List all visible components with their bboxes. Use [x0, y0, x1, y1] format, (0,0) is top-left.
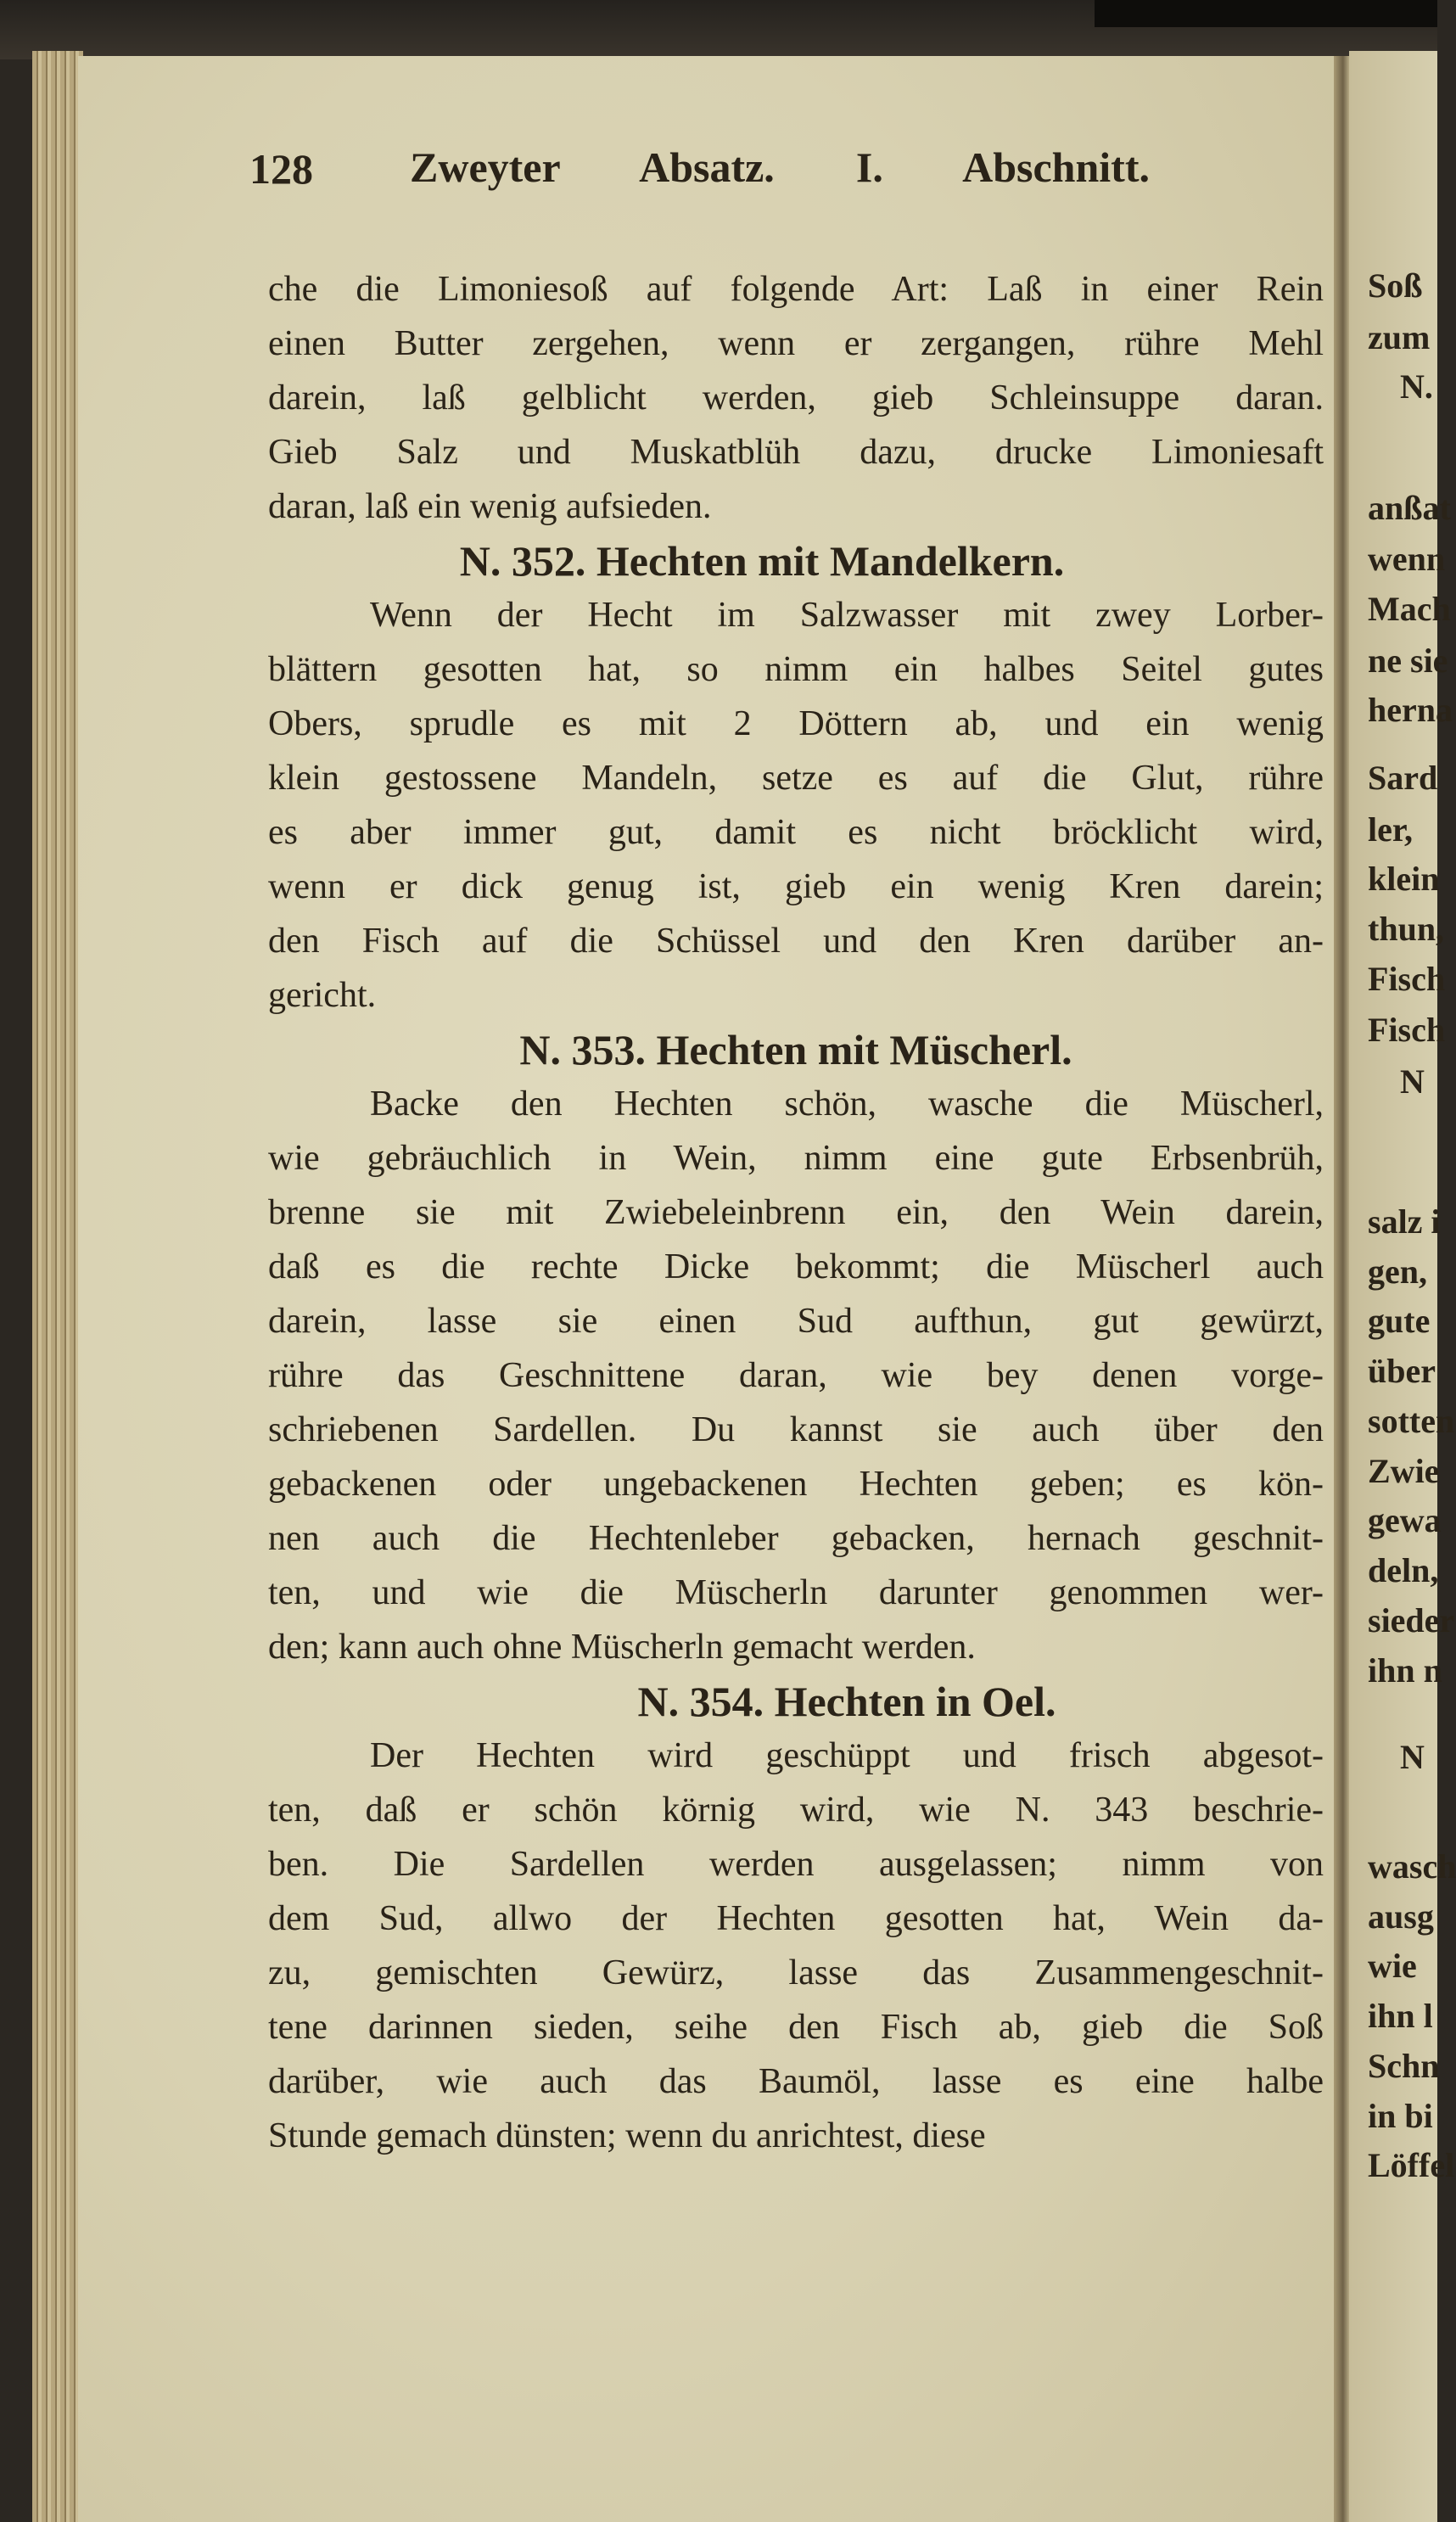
text-line: daß es die rechte Dicke bekommt; die Müscherl auch [268, 1247, 1324, 1286]
text-line: gericht. [268, 976, 377, 1015]
text-line: daran, laß ein wenig aufsieden. [268, 487, 712, 526]
adjacent-page-fragment: klein [1368, 860, 1440, 898]
adjacent-page-fragment: Sard [1368, 759, 1438, 797]
page-number: 128 [249, 145, 313, 193]
adjacent-page-fragment: Schn [1368, 2047, 1440, 2085]
adjacent-page-fragment: Soß [1368, 266, 1423, 305]
adjacent-page-fragment: ausg [1368, 1897, 1434, 1936]
text-line: che die Limoniesoß auf folgende Art: Laß in einer Rein [268, 270, 1324, 309]
running-head: Zweyter Absatz. I. Abschnitt. [410, 143, 1150, 191]
text-line: Gieb Salz und Muskatblüh dazu, drucke Limoniesaft [268, 433, 1324, 472]
adjacent-page-fragment: wasch [1368, 1847, 1456, 1886]
adjacent-page-fragment: ler, [1368, 810, 1413, 849]
adjacent-page-fragment: Löffel [1368, 2146, 1455, 2184]
adjacent-page-fragment: wenn [1368, 540, 1446, 578]
adjacent-page-fragment: Fisch [1368, 960, 1446, 998]
adjacent-page-fragment: salz i [1368, 1202, 1441, 1241]
adjacent-page-fragment: deln, [1368, 1551, 1439, 1589]
adjacent-page-fragment: herna [1368, 691, 1453, 729]
adjacent-page-fragment: sieder [1368, 1601, 1455, 1639]
adjacent-page-fragment: ne sie [1368, 642, 1448, 680]
recipe-heading: N. 354. Hechten in Oel. [637, 1678, 1056, 1725]
adjacent-page-fragment: N [1400, 1062, 1425, 1101]
text-line: einen Butter zergehen, wenn er zergangen, rühre Mehl [268, 324, 1324, 363]
adjacent-page-fragment: thun, [1368, 910, 1445, 948]
text-line: blättern gesotten hat, so nimm ein halbes Seitel gutes [268, 650, 1324, 689]
adjacent-page-fragment: Fisch [1368, 1011, 1446, 1049]
text-line: ten, daß er schön körnig wird, wie N. 343 beschrie- [268, 1791, 1324, 1830]
text-line: ben. Die Sardellen werden ausgelassen; nimm von [268, 1845, 1324, 1884]
text-line: tene darinnen sieden, seihe den Fisch ab, gieb die Soß [268, 2008, 1324, 2047]
adjacent-page-fragment: in bi [1368, 2097, 1433, 2135]
text-line: nen auch die Hechtenleber gebacken, hernach geschnit- [268, 1519, 1324, 1558]
text-line: Obers, sprudle es mit 2 Döttern ab, und ein wenig [268, 704, 1324, 743]
text-line: darein, laß gelblicht werden, gieb Schleinsuppe daran. [268, 378, 1324, 418]
adjacent-page-fragment: gen, [1368, 1253, 1427, 1291]
text-line: wie gebräuchlich in Wein, nimm eine gute Erbsenbrüh, [268, 1139, 1324, 1178]
text-line: den; kann auch ohne Müscherln gemacht werden. [268, 1628, 976, 1667]
adjacent-page-fragment: N. [1400, 367, 1433, 406]
text-line: gebackenen oder ungebackenen Hechten geben; es kön- [268, 1465, 1324, 1504]
adjacent-page-fragment: sotten [1368, 1402, 1455, 1440]
adjacent-page-fragment: gewa [1368, 1501, 1442, 1539]
scan-shadow [1095, 0, 1437, 27]
right-page [1349, 51, 1456, 2522]
adjacent-page-fragment: ihn l [1368, 1997, 1433, 2035]
recipe-heading: N. 352. Hechten mit Mandelkern. [459, 537, 1065, 585]
text-line: dem Sud, allwo der Hechten gesotten hat, Wein da- [268, 1899, 1324, 1938]
recipe-heading: N. 353. Hechten mit Müscherl. [519, 1026, 1072, 1073]
adjacent-page-fragment: Zwie [1368, 1452, 1440, 1490]
text-line: es aber immer gut, damit es nicht bröcklicht wird, [268, 813, 1324, 852]
page-body [268, 262, 1324, 2163]
adjacent-page-fragment: Mach [1368, 590, 1451, 628]
text-line: Backe den Hechten schön, wasche die Müscherl, [370, 1084, 1324, 1124]
adjacent-page-fragment: wie [1368, 1947, 1417, 1985]
text-line: Wenn der Hecht im Salzwasser mit zwey Lorber- [370, 596, 1324, 635]
text-line: Der Hechten wird geschüppt und frisch abgesot- [370, 1736, 1324, 1775]
text-line: den Fisch auf die Schüssel und den Kren darüber an- [268, 922, 1324, 961]
adjacent-page-fragment: zum [1368, 318, 1431, 356]
page-edges [32, 51, 83, 2522]
text-line: wenn er dick genug ist, gieb ein wenig Kren darein; [268, 867, 1324, 906]
text-line: brenne sie mit Zwiebeleinbrenn ein, den Wein darein, [268, 1193, 1324, 1232]
adjacent-page-fragment: N [1400, 1738, 1425, 1776]
adjacent-page-fragment: anßat [1368, 489, 1451, 527]
adjacent-page-fragment: über [1368, 1352, 1436, 1390]
book-gutter [1334, 56, 1349, 2522]
text-line: zu, gemischten Gewürz, lasse das Zusammengeschnit- [268, 1953, 1324, 1992]
adjacent-page-fragment: ihn n [1368, 1651, 1442, 1690]
text-line: darein, lasse sie einen Sud aufthun, gut gewürzt, [268, 1302, 1324, 1341]
text-line: Stunde gemach dünsten; wenn du anrichtest, diese [268, 2116, 986, 2155]
text-line: ten, und wie die Müscherln darunter genommen wer- [268, 1573, 1324, 1612]
text-line: rühre das Geschnittene daran, wie bey denen vorge- [268, 1356, 1324, 1395]
text-line: schriebenen Sardellen. Du kannst sie auch über den [268, 1410, 1324, 1449]
adjacent-page-fragment: gute [1368, 1302, 1431, 1340]
text-line: klein gestossene Mandeln, setze es auf die Glut, rühre [268, 759, 1324, 798]
text-line: darüber, wie auch das Baumöl, lasse es eine halbe [268, 2062, 1324, 2101]
